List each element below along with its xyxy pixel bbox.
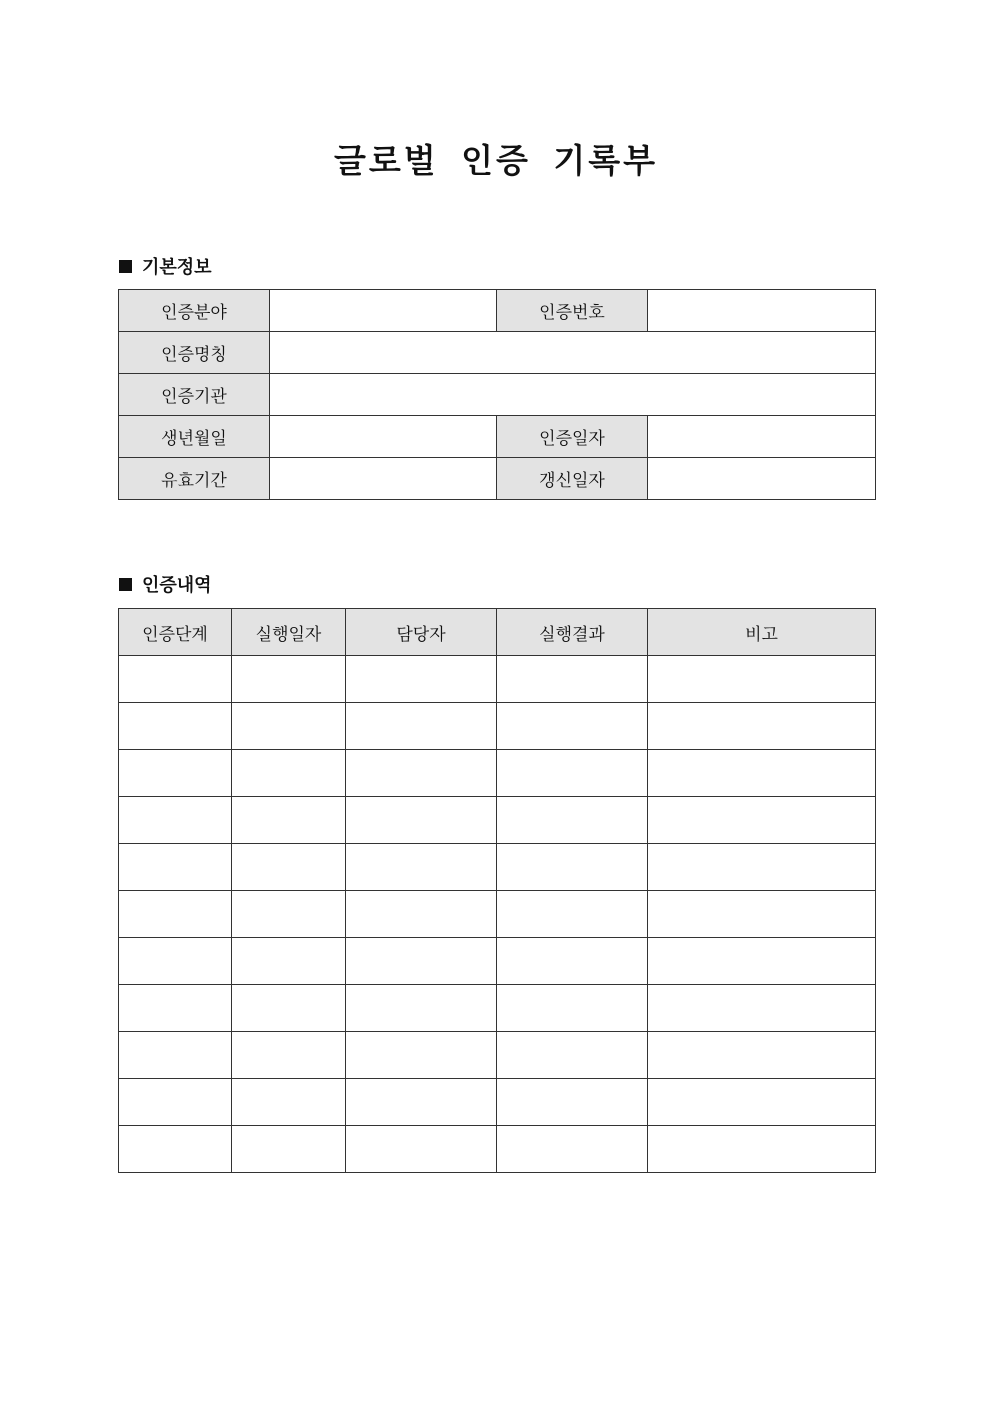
table-cell[interactable] — [119, 1032, 232, 1079]
info-row-agency — [119, 374, 876, 416]
table-cell[interactable] — [648, 1126, 876, 1173]
table-cell[interactable] — [497, 844, 648, 891]
table-cell[interactable] — [346, 797, 497, 844]
table-cell[interactable] — [497, 938, 648, 985]
table-cell[interactable] — [346, 1126, 497, 1173]
column-header: 담당자 — [346, 609, 497, 656]
table-cell[interactable] — [232, 750, 346, 797]
table-cell[interactable] — [119, 985, 232, 1032]
field-label: 인증분야 — [119, 290, 270, 332]
table-cell[interactable] — [119, 656, 232, 703]
table-cell[interactable] — [119, 703, 232, 750]
table-cell[interactable] — [232, 1126, 346, 1173]
table-cell[interactable] — [119, 938, 232, 985]
history-table — [118, 608, 876, 1173]
table-cell[interactable] — [232, 938, 346, 985]
table-cell[interactable] — [648, 703, 876, 750]
table-cell[interactable] — [497, 797, 648, 844]
column-header: 실행일자 — [232, 609, 346, 656]
table-row — [119, 1079, 876, 1126]
table-row — [119, 1032, 876, 1079]
table-cell[interactable] — [346, 891, 497, 938]
agency-value-cell[interactable] — [270, 374, 876, 416]
table-cell[interactable] — [346, 1032, 497, 1079]
birthdate-value-cell[interactable] — [270, 416, 497, 458]
info-row-field — [119, 290, 876, 332]
table-cell[interactable] — [648, 891, 876, 938]
table-cell[interactable] — [346, 938, 497, 985]
agency-label: 인증기관 — [119, 374, 270, 416]
history-heading-label: 인증내역 — [142, 575, 212, 596]
table-cell[interactable] — [119, 891, 232, 938]
info-row-name — [119, 332, 876, 374]
table-row — [119, 750, 876, 797]
history-heading — [119, 571, 212, 597]
validity-label: 유효기간 — [119, 458, 270, 500]
square-bullet-icon — [119, 578, 132, 591]
table-cell[interactable] — [346, 985, 497, 1032]
validity-value-cell[interactable] — [270, 458, 497, 500]
table-cell[interactable] — [648, 985, 876, 1032]
table-cell[interactable] — [497, 703, 648, 750]
table-row — [119, 797, 876, 844]
table-cell[interactable] — [497, 891, 648, 938]
cert-date-label: 인증일자 — [497, 416, 648, 458]
table-cell[interactable] — [497, 656, 648, 703]
field-value-cell[interactable] — [270, 290, 497, 332]
table-cell[interactable] — [648, 797, 876, 844]
table-cell[interactable] — [648, 750, 876, 797]
table-row — [119, 703, 876, 750]
table-cell[interactable] — [119, 797, 232, 844]
table-row — [119, 656, 876, 703]
history-body — [119, 656, 876, 1173]
table-cell[interactable] — [497, 1126, 648, 1173]
table-cell[interactable] — [119, 1126, 232, 1173]
birthdate-label: 생년월일 — [119, 416, 270, 458]
table-cell[interactable] — [232, 1079, 346, 1126]
table-cell[interactable] — [648, 1032, 876, 1079]
table-cell[interactable] — [232, 797, 346, 844]
table-cell[interactable] — [232, 703, 346, 750]
table-cell[interactable] — [648, 844, 876, 891]
name-label: 인증명칭 — [119, 332, 270, 374]
table-cell[interactable] — [346, 750, 497, 797]
table-cell[interactable] — [232, 985, 346, 1032]
table-row — [119, 844, 876, 891]
table-cell[interactable] — [346, 703, 497, 750]
cert-date-value-cell[interactable] — [648, 416, 876, 458]
square-bullet-icon — [119, 260, 132, 273]
column-header: 실행결과 — [497, 609, 648, 656]
table-cell[interactable] — [497, 1032, 648, 1079]
table-row — [119, 938, 876, 985]
table-cell[interactable] — [497, 750, 648, 797]
table-cell[interactable] — [232, 656, 346, 703]
basic-info-table — [118, 289, 876, 500]
table-cell[interactable] — [346, 656, 497, 703]
table-cell[interactable] — [648, 656, 876, 703]
table-cell[interactable] — [232, 1032, 346, 1079]
table-cell[interactable] — [119, 1079, 232, 1126]
info-row-validity — [119, 458, 876, 500]
history-header-row — [119, 609, 876, 656]
column-header: 비고 — [648, 609, 876, 656]
basic-info-heading — [119, 253, 212, 279]
table-row — [119, 891, 876, 938]
table-cell[interactable] — [497, 985, 648, 1032]
column-header: 인증단계 — [119, 609, 232, 656]
table-cell[interactable] — [232, 844, 346, 891]
table-cell[interactable] — [648, 938, 876, 985]
page-title: 글로벌 인증 기록부 — [333, 141, 658, 180]
table-row — [119, 985, 876, 1032]
number-label: 인증번호 — [497, 290, 648, 332]
number-value-cell[interactable] — [648, 290, 876, 332]
table-cell[interactable] — [346, 844, 497, 891]
table-cell[interactable] — [119, 750, 232, 797]
table-cell[interactable] — [232, 891, 346, 938]
renewal-date-value-cell[interactable] — [648, 458, 876, 500]
basic-info-heading-label: 기본정보 — [142, 257, 212, 278]
info-row-birthdate — [119, 416, 876, 458]
renewal-date-label: 갱신일자 — [497, 458, 648, 500]
name-value-cell[interactable] — [270, 332, 876, 374]
table-cell[interactable] — [346, 1079, 497, 1126]
table-cell[interactable] — [497, 1079, 648, 1126]
table-row — [119, 1126, 876, 1173]
table-cell[interactable] — [119, 844, 232, 891]
table-cell[interactable] — [648, 1079, 876, 1126]
